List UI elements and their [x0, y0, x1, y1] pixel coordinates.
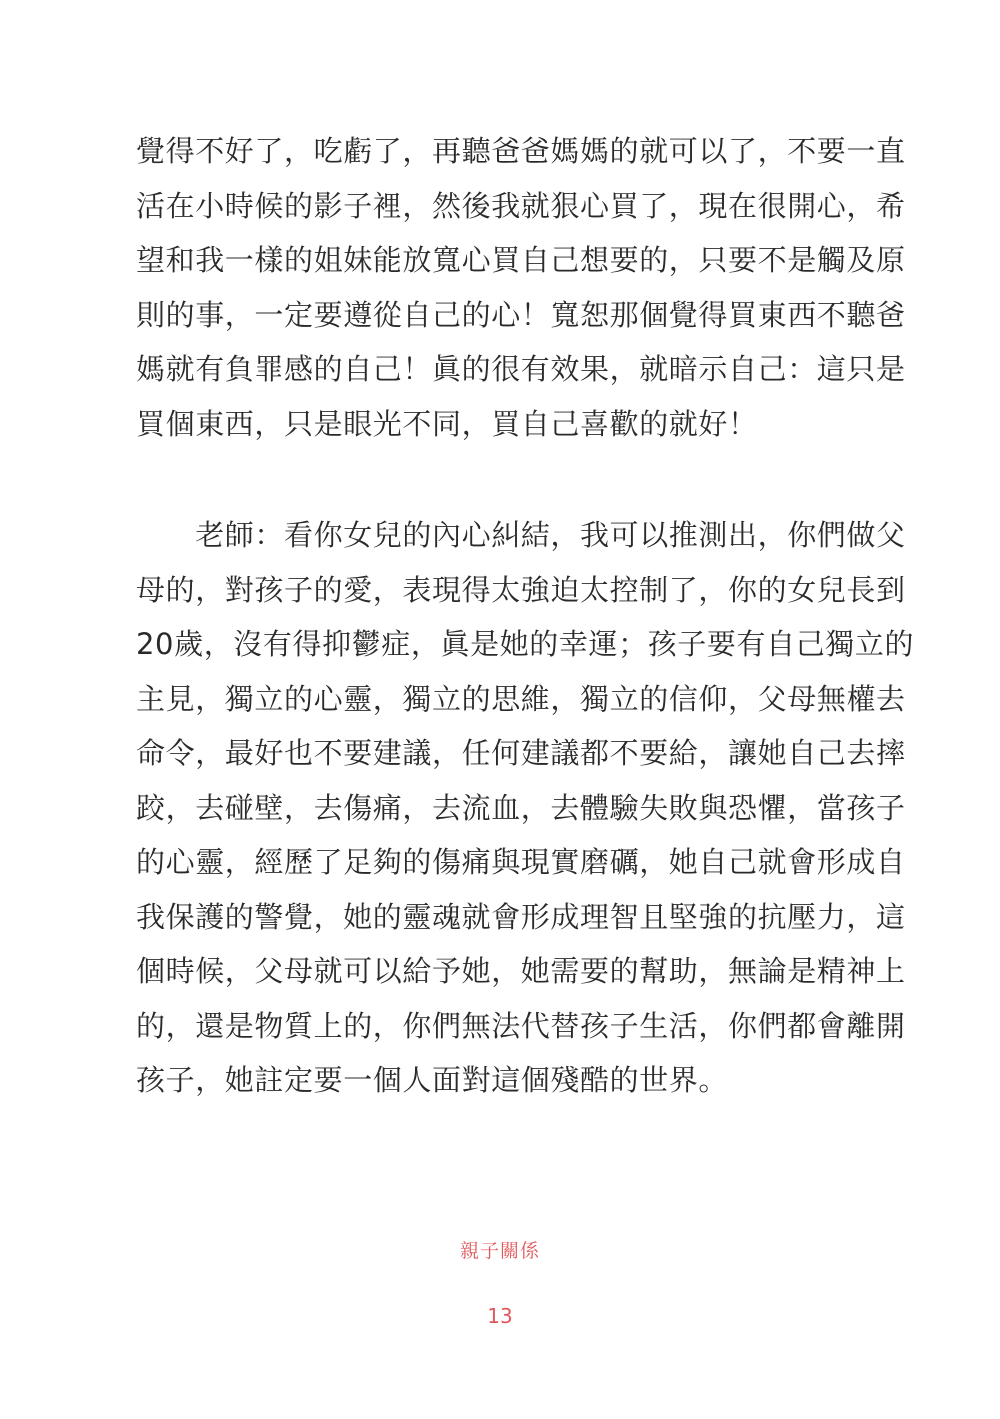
- text-line: 老師：看你女兒的內心糾結，我可以推測出，你們做父: [136, 518, 906, 552]
- text-line: 覺得不好了，吃虧了，再聽爸爸媽媽的就可以了，不要一直: [136, 134, 906, 168]
- text-line: 孩子，她註定要一個人面對這個殘酷的世界。: [136, 1063, 729, 1097]
- text-line: 母的，對孩子的愛，表現得太強迫太控制了，你的女兒長到: [136, 572, 906, 607]
- text-line: 望和我一樣的姐妹能放寬心買自己想要的，只要不是觸及原: [136, 243, 906, 277]
- text-line: 我保護的警覺，她的靈魂就會形成理智且堅強的抗壓力，這: [136, 899, 906, 934]
- text-line: 的心靈，經歷了足夠的傷痛與現實磨礪，她自己就會形成自: [136, 845, 906, 879]
- text-line: 活在小時候的影子裡，然後我就狠心買了，現在很開心，希: [136, 188, 906, 223]
- text-line: 的，還是物質上的，你們無法代替孩子生活，你們都會離開: [136, 1008, 906, 1043]
- page-number: 13: [487, 1304, 513, 1328]
- text-line: 主見，獨立的心靈，獨立的思維，獨立的信仰，父母無權去: [136, 681, 906, 716]
- text-line: 命令，最好也不要建議，任何建議都不要給，讓她自己去摔: [136, 736, 906, 770]
- body-paragraph-1: [136, 124, 906, 451]
- text-line: 20歲，沒有得抑鬱症，眞是她的幸運；孩子要有自己獨立的: [136, 627, 915, 661]
- text-line: 則的事，一定要遵從自己的心！寬恕那個覺得買東西不聽爸: [136, 297, 906, 332]
- text-line: 買個東西，只是眼光不同，買自己喜歡的就好！: [136, 406, 758, 441]
- text-line: 個時候，父母就可以給予她，她需要的幫助，無論是精神上: [136, 954, 906, 988]
- body-paragraph-2: [136, 508, 915, 1108]
- text-line: 跤，去碰壁，去傷痛，去流血，去體驗失敗與恐懼，當孩子: [136, 790, 906, 825]
- text-line: 媽就有負罪感的自己！眞的很有效果，就暗示自己：這只是: [136, 352, 906, 386]
- footer-section-title: 親子關係: [459, 1240, 540, 1262]
